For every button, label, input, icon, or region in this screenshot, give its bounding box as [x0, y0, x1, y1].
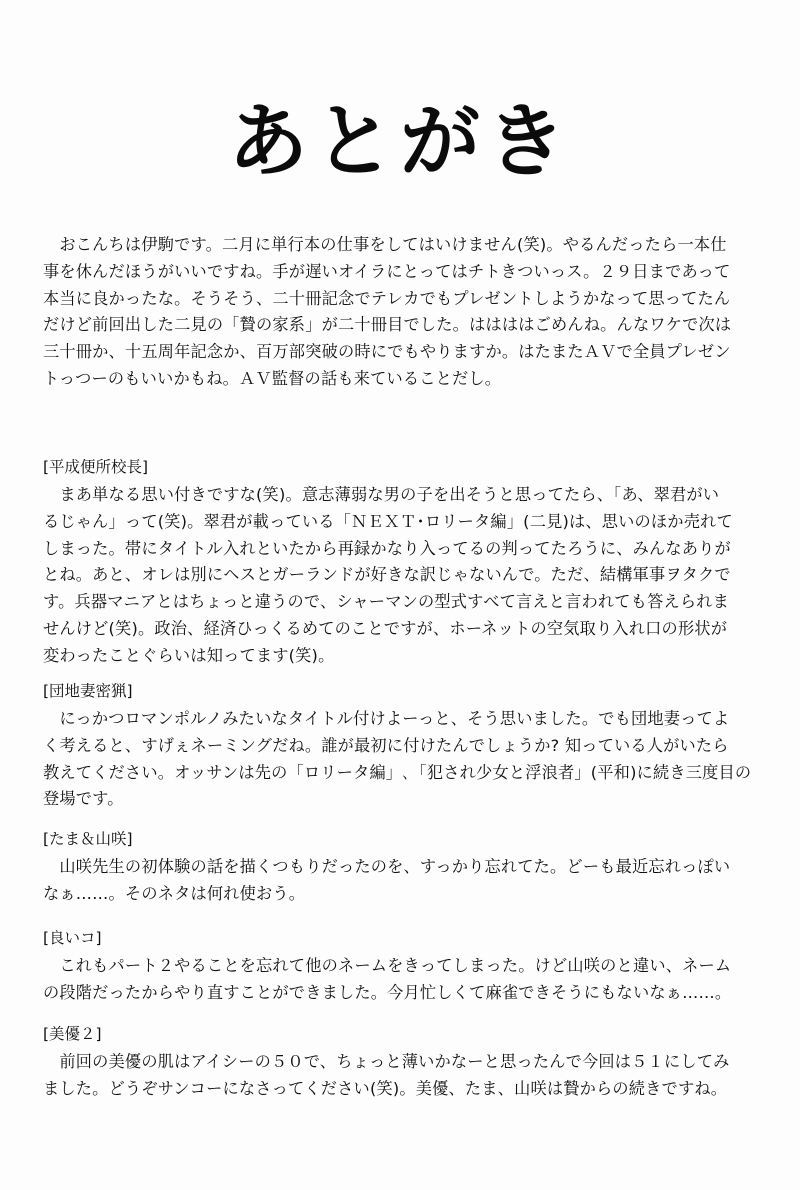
intro-line: だけど前回出した二見の「贄の家系」が二十冊目でした。ははははごめんね。んなワケで次は	[43, 315, 732, 335]
section-line: せんけど(笑)。政治、経済ひっくるめてのことですが、ホーネットの空気取り入れ口の形状が	[43, 618, 728, 638]
section-heading: [団地妻密猟]	[43, 682, 133, 700]
section-heisei-benjo-kouchou	[43, 454, 773, 670]
section-heading: [たま＆山咲]	[43, 830, 133, 848]
section-heading: [平成便所校長]	[43, 458, 149, 476]
intro-line: 事を休んだほうがいいですね。手が遅いオイラにとってはチトきついっス。２９日まであって	[43, 261, 731, 281]
intro-line: トっつーのもいいかもね。ＡＶ監督の話も来ていることだし。	[43, 368, 502, 388]
section-line: 変わったことぐらいは知ってます(笑)。	[43, 645, 335, 665]
intro-line: 三十冊か、十五周年記念か、百万部突破の時にでもやりますか。はたまたＡＶで全員プレゼン	[43, 342, 731, 362]
section-line: 教えてください。オッサンは先の「ロリータ編」､「犯され少女と浮浪者」(平和)に続き三度目の	[43, 762, 752, 782]
section-line: 登場です。	[43, 789, 124, 809]
intro-line: 本当に良かったな。そうそう、二十冊記念でテレカでもプレゼントしようかなって思ってたん	[43, 288, 731, 308]
section-heading: [良いコ]	[43, 929, 102, 947]
section-line: まあ単なる思い付きですな(笑)。意志薄弱な男の子を出そうと思ってたら、「あ、翠君がい	[43, 485, 720, 504]
section-line: の段階だったからやり直すことができました。今月忙しくて麻雀できそうにもないなぁ……。	[43, 982, 732, 1002]
section-line: ました。どうぞサンコーになさってください(笑)。美優、たま、山咲は贄からの続きですね。	[43, 1078, 728, 1098]
section-heading: [美優２]	[43, 1025, 102, 1043]
page-title: あとがき	[228, 95, 572, 188]
section-line: にっかつロマンポルノみたいなタイトル付けよーっと、そう思いました。でも団地妻ってよ	[43, 709, 730, 728]
section-yoiko	[43, 925, 773, 1007]
intro-paragraph	[43, 232, 773, 393]
intro-line: おこんちは伊駒です。二月に単行本の仕事をしてはいけません(笑)。やるんだったら一本仕	[43, 235, 727, 254]
section-line: なぁ……。そのネタは何れ使おう。	[43, 883, 306, 903]
section-line: す。兵器マニアとはちょっと違うので、シャーマンの型式すべて言えと言われても答えられま	[43, 592, 730, 612]
section-miyu-2	[43, 1021, 773, 1103]
section-line: く考えると、すげぇネーミングだね。誰が最初に付けたんでしょうか? 知っている人がいたら	[43, 735, 729, 755]
section-tama-yamasaki	[43, 826, 773, 908]
section-line: これもパート２やることを忘れて他のネームをきってしまった。けど山咲のと違い、ネーム	[43, 956, 732, 975]
section-danchizuma-mitsuryou	[43, 678, 773, 813]
section-line: しまった。帯にタイトル入れといたから再録かなり入ってるの判ってたろうに、みんなありが	[43, 538, 731, 558]
section-line: 山咲先生の初体験の話を描くつもりだったのを、すっかり忘れてた。どーも最近忘れっぽい	[43, 857, 731, 876]
section-line: とね。あと、オレは別にヘスとガーランドが好きな訳じゃないんで。ただ、結構軍事ヲタクで	[43, 565, 731, 585]
section-line: 前回の美優の肌はアイシーの５０で、ちょっと薄いかなーと思ったんで今回は５１にしてみ	[43, 1052, 730, 1071]
section-line: るじゃん」って(笑)。翠君が載っている「ＮＥＸＴ･ロリータ編」(二見)は、思いのほか売れて	[43, 511, 733, 531]
